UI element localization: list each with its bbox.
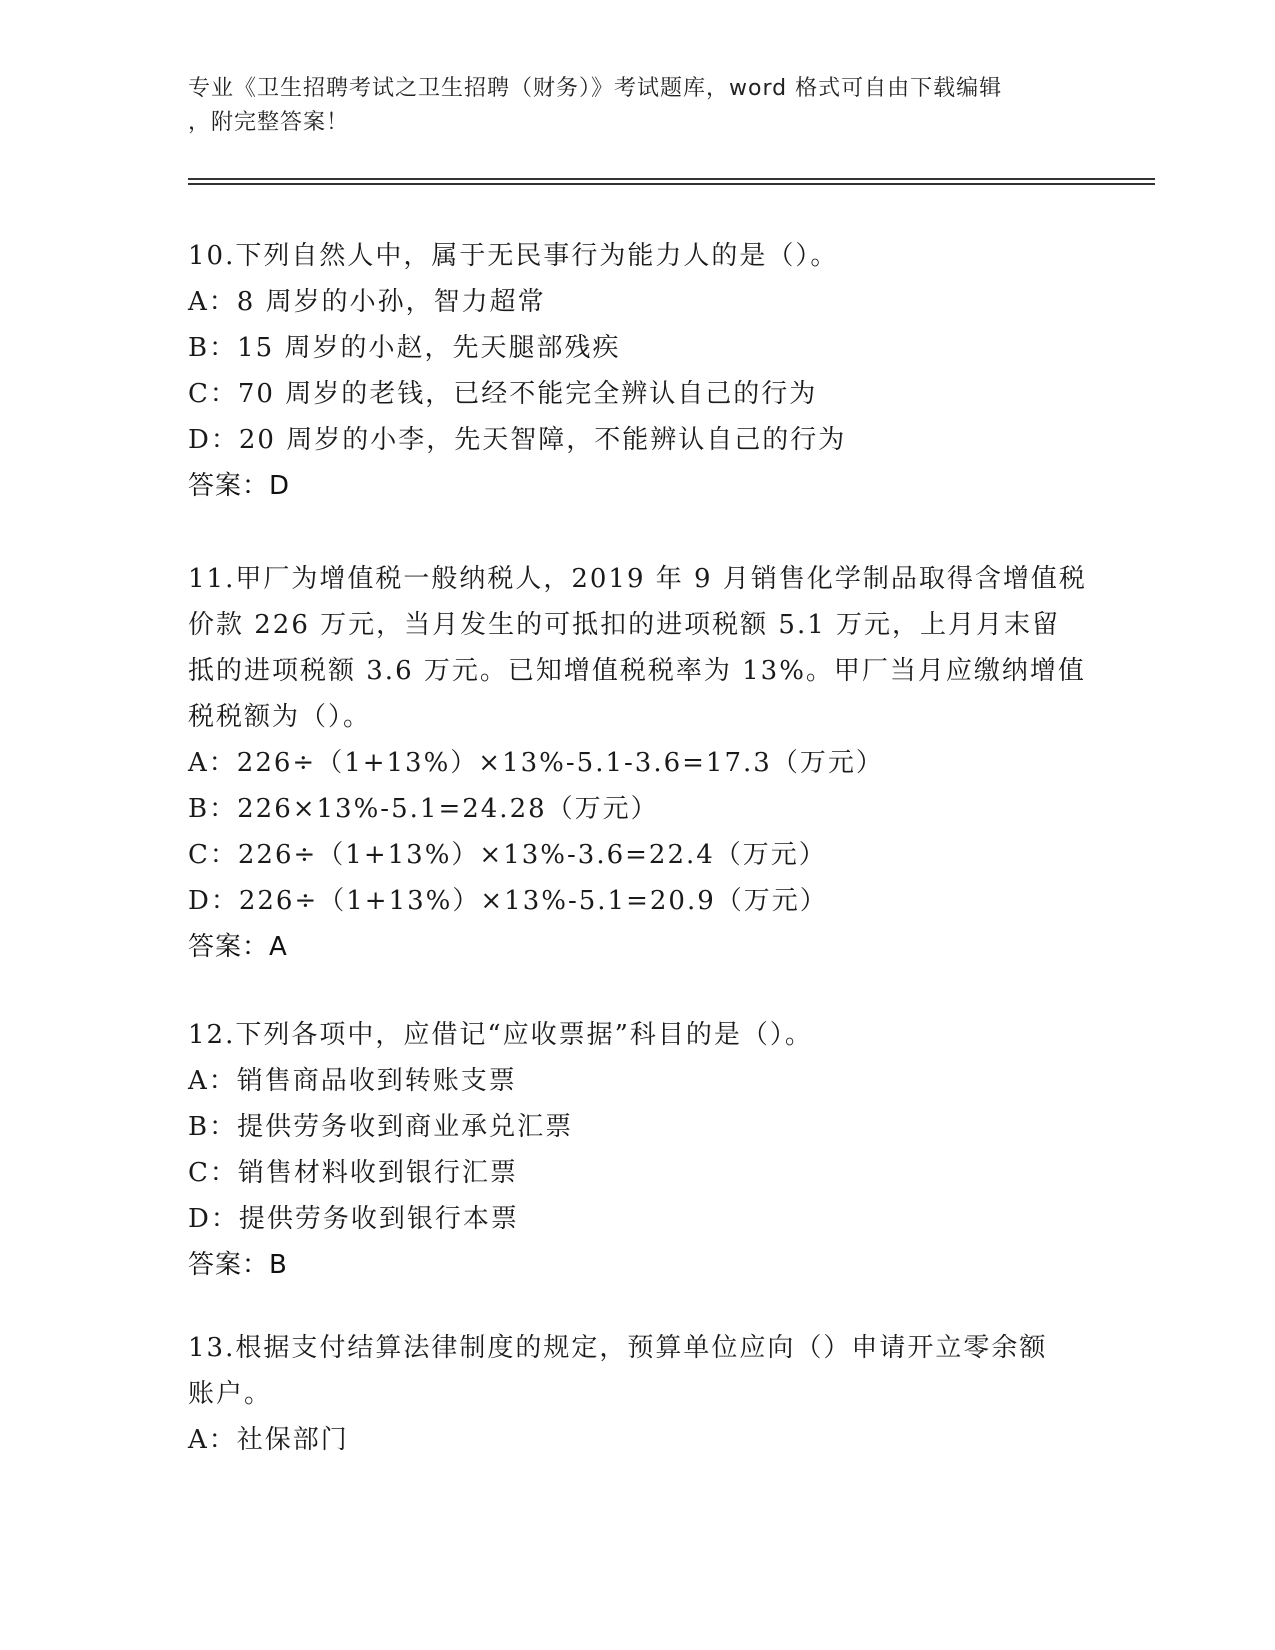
header-divider [188, 178, 1155, 180]
question-stem: 价款 226 万元，当月发生的可抵扣的进项税额 5.1 万元，上月月末留 [188, 610, 1061, 640]
question-stem: 税税额为（）。 [188, 702, 372, 732]
answer: 答案：D [188, 471, 291, 501]
option-a: A：社保部门 [188, 1425, 349, 1455]
question-stem: 抵的进项税额 3.6 万元。已知增值税税率为 13%。甲厂当月应缴纳增值 [188, 656, 1086, 686]
option-a: A：8 周岁的小孙，智力超常 [188, 287, 546, 317]
answer: 答案：B [188, 1250, 288, 1280]
option-c: C：226÷（1+13%）×13%-3.6=22.4（万元） [188, 840, 827, 870]
option-b: B：15 周岁的小赵，先天腿部残疾 [188, 333, 621, 363]
question-stem: 11.甲厂为增值税一般纳税人，2019 年 9 月销售化学制品取得含增值税 [188, 564, 1087, 594]
option-d: D：226÷（1+13%）×13%-5.1=20.9（万元） [188, 886, 828, 916]
option-c: C：销售材料收到银行汇票 [188, 1158, 518, 1188]
question-13 [188, 1325, 1088, 1463]
option-d: D：提供劳务收到银行本票 [188, 1204, 519, 1234]
answer: 答案：A [188, 932, 288, 962]
option-a: A：销售商品收到转账支票 [188, 1066, 517, 1096]
question-stem: 10.下列自然人中，属于无民事行为能力人的是（）。 [188, 241, 839, 271]
header-line: ，附完整答案！ [188, 110, 350, 135]
option-d: D：20 周岁的小李，先天智障，不能辨认自己的行为 [188, 425, 847, 455]
option-b: B：提供劳务收到商业承兑汇票 [188, 1112, 574, 1142]
option-b: B：226×13%-5.1=24.28（万元） [188, 794, 659, 824]
document-header [188, 72, 1088, 140]
option-a: A：226÷（1+13%）×13%-5.1-3.6=17.3（万元） [188, 748, 884, 778]
question-stem: 12.下列各项中，应借记“应收票据”科目的是（）。 [188, 1020, 813, 1050]
question-10 [188, 233, 1088, 509]
question-stem: 账户。 [188, 1379, 273, 1409]
question-stem: 13.根据支付结算法律制度的规定，预算单位应向（）申请开立零余额 [188, 1333, 1048, 1363]
question-11 [188, 556, 1088, 970]
header-divider [188, 183, 1155, 185]
header-line: 专业《卫生招聘考试之卫生招聘（财务）》考试题库，word 格式可自由下载编辑 [188, 76, 1003, 101]
question-12 [188, 1012, 1088, 1288]
option-c: C：70 周岁的老钱，已经不能完全辨认自己的行为 [188, 379, 818, 409]
